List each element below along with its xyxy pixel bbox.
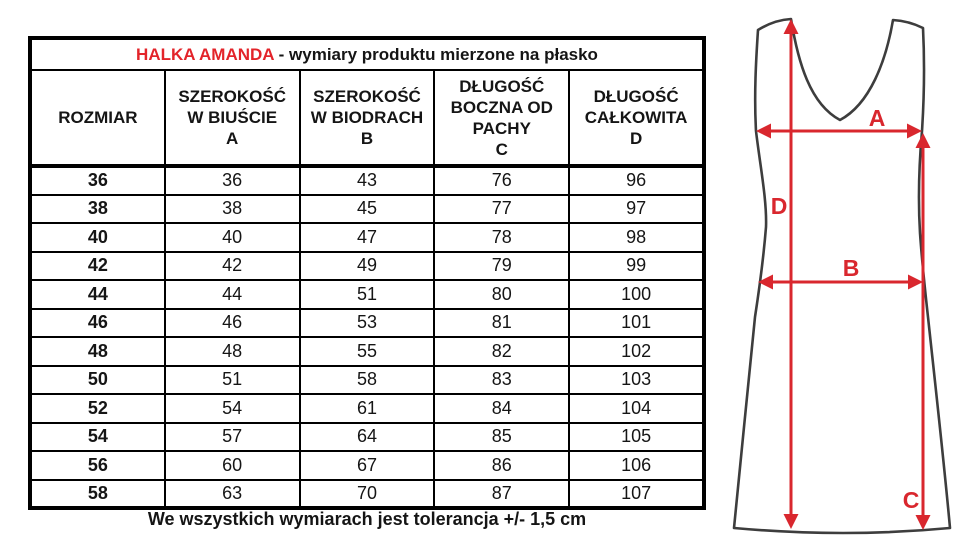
arrow-a-head-left	[756, 124, 771, 139]
size-cell: 44	[30, 280, 165, 309]
value-cell: 61	[300, 394, 435, 423]
value-cell: 46	[165, 309, 300, 338]
value-cell: 48	[165, 337, 300, 366]
title-row	[30, 38, 704, 70]
dimension-label-b: B	[842, 255, 860, 281]
table-row	[30, 252, 704, 281]
value-cell: 78	[434, 223, 569, 252]
table-row	[30, 337, 704, 366]
value-cell: 98	[569, 223, 704, 252]
header-line: SZEROKOŚĆ	[313, 87, 421, 106]
header-line: SZEROKOŚĆ	[178, 87, 287, 106]
value-cell: 54	[165, 394, 300, 423]
value-cell: 45	[300, 195, 435, 224]
value-cell: 77	[434, 195, 569, 224]
table-row	[30, 166, 704, 195]
col-header-rozmiar	[30, 70, 165, 166]
value-cell: 51	[300, 280, 435, 309]
value-cell: 102	[569, 337, 704, 366]
value-cell: 104	[569, 394, 704, 423]
header-line: CAŁKOWITA	[584, 108, 688, 127]
size-cell: 50	[30, 366, 165, 395]
dimension-label-a: A	[868, 105, 886, 131]
header-line: DŁUGOŚĆ	[459, 76, 545, 96]
col-header-dlugosc-boczna	[434, 70, 569, 166]
value-cell: 99	[569, 252, 704, 281]
dimension-arrow-c	[903, 133, 931, 530]
size-cell: 38	[30, 195, 165, 224]
header-line: W BIODRACH	[310, 108, 424, 127]
arrow-d-head-top	[784, 19, 799, 34]
header-line: PACHY	[472, 118, 531, 138]
value-cell: 38	[165, 195, 300, 224]
size-cell: 36	[30, 166, 165, 195]
tolerance-note: We wszystkich wymiarach jest tolerancja +/- 1,5 cm	[147, 509, 587, 529]
value-cell: 63	[165, 480, 300, 509]
size-cell: 48	[30, 337, 165, 366]
value-cell: 84	[434, 394, 569, 423]
arrow-b-head-right	[908, 275, 923, 290]
value-cell: 85	[434, 423, 569, 452]
table-title	[30, 38, 704, 70]
value-cell: 103	[569, 366, 704, 395]
table-row	[30, 223, 704, 252]
header-line: C	[495, 139, 508, 159]
header-line: B	[360, 129, 374, 148]
size-cell: 40	[30, 223, 165, 252]
col-header-dlugosc-calkowita	[569, 70, 704, 166]
size-cell: 42	[30, 252, 165, 281]
value-cell: 42	[165, 252, 300, 281]
header-line: DŁUGOŚĆ	[593, 87, 679, 106]
value-cell: 40	[165, 223, 300, 252]
table-row	[30, 451, 704, 480]
header-line: D	[629, 129, 643, 148]
table-row	[30, 423, 704, 452]
value-cell: 67	[300, 451, 435, 480]
arrow-d-head-bottom	[784, 514, 799, 529]
value-cell: 101	[569, 309, 704, 338]
size-table	[28, 36, 706, 510]
value-cell: 97	[569, 195, 704, 224]
table-row	[30, 366, 704, 395]
value-cell: 79	[434, 252, 569, 281]
col-header-szerokosc-biodrach	[300, 70, 435, 166]
arrow-a-head-right	[907, 124, 922, 139]
header-line: A	[226, 129, 239, 148]
col-header-szerokosc-biuscie	[165, 70, 300, 166]
value-cell: 44	[165, 280, 300, 309]
size-cell: 54	[30, 423, 165, 452]
value-cell: 53	[300, 309, 435, 338]
value-cell: 43	[300, 166, 435, 195]
value-cell: 83	[434, 366, 569, 395]
dimension-arrow-a	[756, 105, 922, 139]
value-cell: 64	[300, 423, 435, 452]
header-line: ROZMIAR	[58, 108, 138, 127]
value-cell: 55	[300, 337, 435, 366]
arrow-c-head-top	[916, 133, 931, 148]
dimension-label-d: D	[770, 193, 788, 219]
value-cell: 100	[569, 280, 704, 309]
header-line: BOCZNA OD	[450, 97, 553, 117]
value-cell: 49	[300, 252, 435, 281]
size-cell: 46	[30, 309, 165, 338]
value-cell: 86	[434, 451, 569, 480]
table-row	[30, 195, 704, 224]
table-row	[30, 309, 704, 338]
table-row	[30, 280, 704, 309]
value-cell: 60	[165, 451, 300, 480]
table-row	[30, 480, 704, 509]
dimension-arrow-d	[771, 19, 799, 529]
value-cell: 96	[569, 166, 704, 195]
size-cell: 52	[30, 394, 165, 423]
value-cell: 105	[569, 423, 704, 452]
product-name: HALKA AMANDA	[136, 44, 274, 64]
value-cell: 58	[300, 366, 435, 395]
size-cell: 58	[30, 480, 165, 509]
value-cell: 51	[165, 366, 300, 395]
size-cell: 56	[30, 451, 165, 480]
value-cell: 76	[434, 166, 569, 195]
dimension-label-c: C	[902, 487, 920, 513]
title-suffix: - wymiary produktu mierzone na płasko	[273, 44, 598, 64]
table-row	[30, 394, 704, 423]
value-cell: 107	[569, 480, 704, 509]
value-cell: 87	[434, 480, 569, 509]
value-cell: 82	[434, 337, 569, 366]
value-cell: 70	[300, 480, 435, 509]
header-row	[30, 70, 704, 166]
value-cell: 81	[434, 309, 569, 338]
value-cell: 47	[300, 223, 435, 252]
value-cell: 80	[434, 280, 569, 309]
arrow-c-head-bottom	[916, 515, 931, 530]
value-cell: 106	[569, 451, 704, 480]
header-line: W BIUŚCIE	[187, 108, 278, 127]
value-cell: 57	[165, 423, 300, 452]
dimension-arrow-b	[758, 255, 923, 290]
value-cell: 36	[165, 166, 300, 195]
dress-diagram	[710, 0, 974, 554]
